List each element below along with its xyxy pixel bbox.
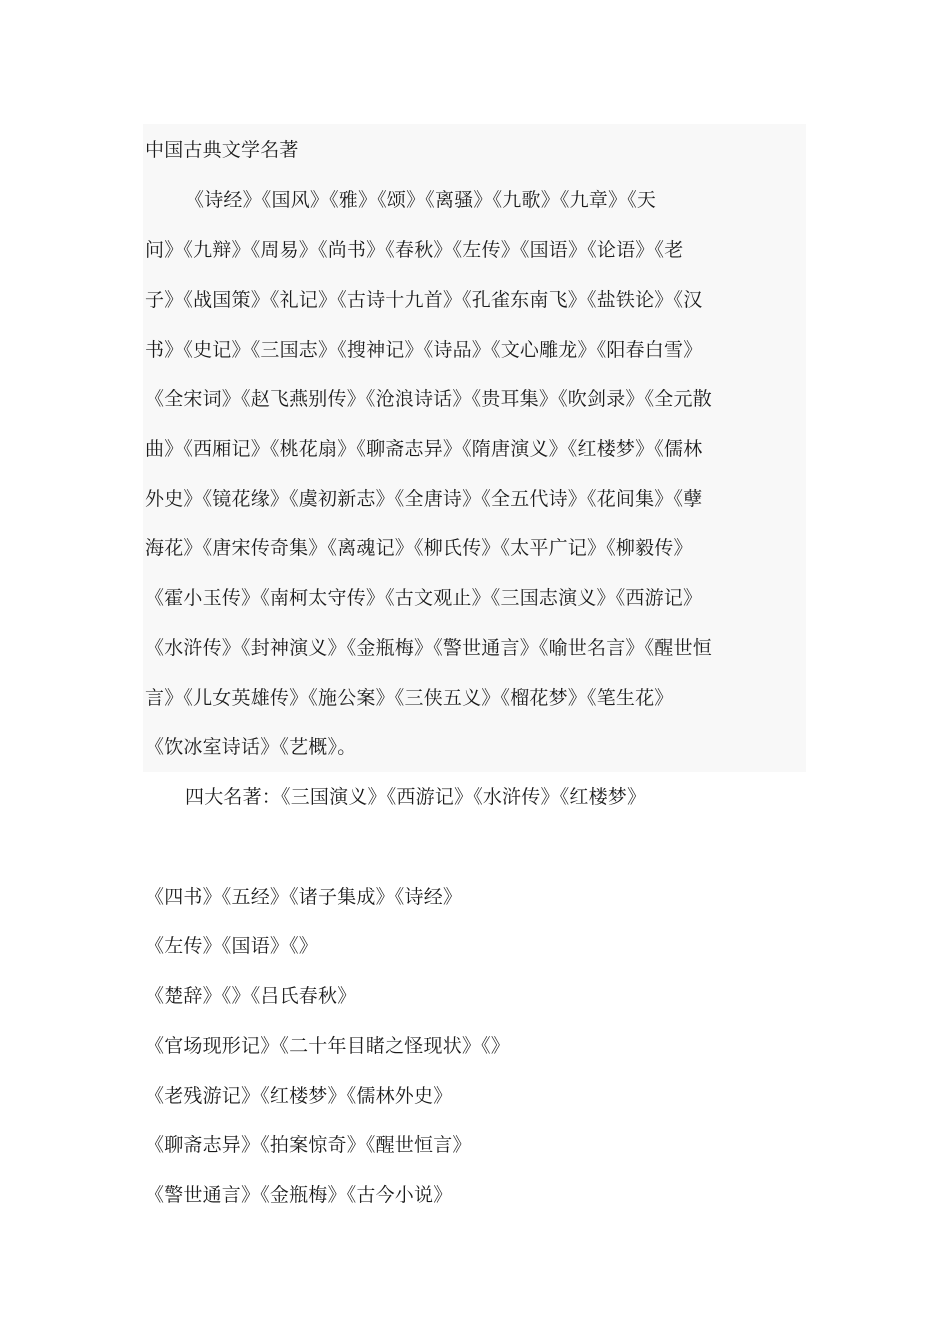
paragraph-line: 言》《儿女英雄传》《施公案》《三侠五义》《榴花梦》《笔生花》 [145,687,674,709]
paragraph-line: 《诗经》《国风》《雅》《颂》《离骚》《九歌》《九章》《天 [185,189,657,211]
paragraph-line: 《水浒传》《封神演义》《金瓶梅》《警世通言》《喻世名言》《醒世恒 [145,637,712,659]
list-line: 《聊斋志异》《拍案惊奇》《醒世恒言》 [145,1134,472,1156]
list-line: 《四书》《五经》《诸子集成》《诗经》 [145,886,463,908]
paragraph-line: 书》《史记》《三国志》《搜神记》《诗品》《文心雕龙》《阳春白雪》 [145,339,703,361]
paragraph-line: 海花》《唐宋传奇集》《离魂记》《柳氏传》《太平广记》《柳毅传》 [145,537,693,559]
paragraph-line: 外史》《镜花缘》《虞初新志》《全唐诗》《全五代诗》《花间集》《孽 [145,488,703,510]
paragraph-line: 曲》《西厢记》《桃花扇》《聊斋志异》《隋唐演义》《红楼梦》《儒林 [145,438,703,460]
paragraph-line: 《全宋词》《赵飞燕别传》《沧浪诗话》《贵耳集》《吹剑录》《全元散 [145,388,712,410]
four-classics-line: 四大名著：《三国演义》《西游记》《水浒传》《红楼梦》 [185,786,647,808]
list-line: 《楚辞》《》《吕氏春秋》 [145,985,357,1007]
paragraph-line: 子》《战国策》《礼记》《古诗十九首》《孔雀东南飞》《盐铁论》《汉 [145,289,703,311]
paragraph-line: 《饮冰室诗话》《艺概》。 [145,736,357,758]
paragraph-line: 《霍小玉传》《南柯太守传》《古文观止》《三国志演义》《西游记》 [145,587,703,609]
document-title: 中国古典文学名著 [145,139,299,161]
paragraph-line: 问》《九辩》《周易》《尚书》《春秋》《左传》《国语》《论语》《老 [145,239,684,261]
list-line: 《警世通言》《金瓶梅》《古今小说》 [145,1184,453,1206]
list-line: 《左传》《国语》《》 [145,935,319,957]
list-line: 《老残游记》《红楼梦》《儒林外史》 [145,1085,453,1107]
list-line: 《官场现形记》《二十年目睹之怪现状》《》 [145,1035,511,1057]
